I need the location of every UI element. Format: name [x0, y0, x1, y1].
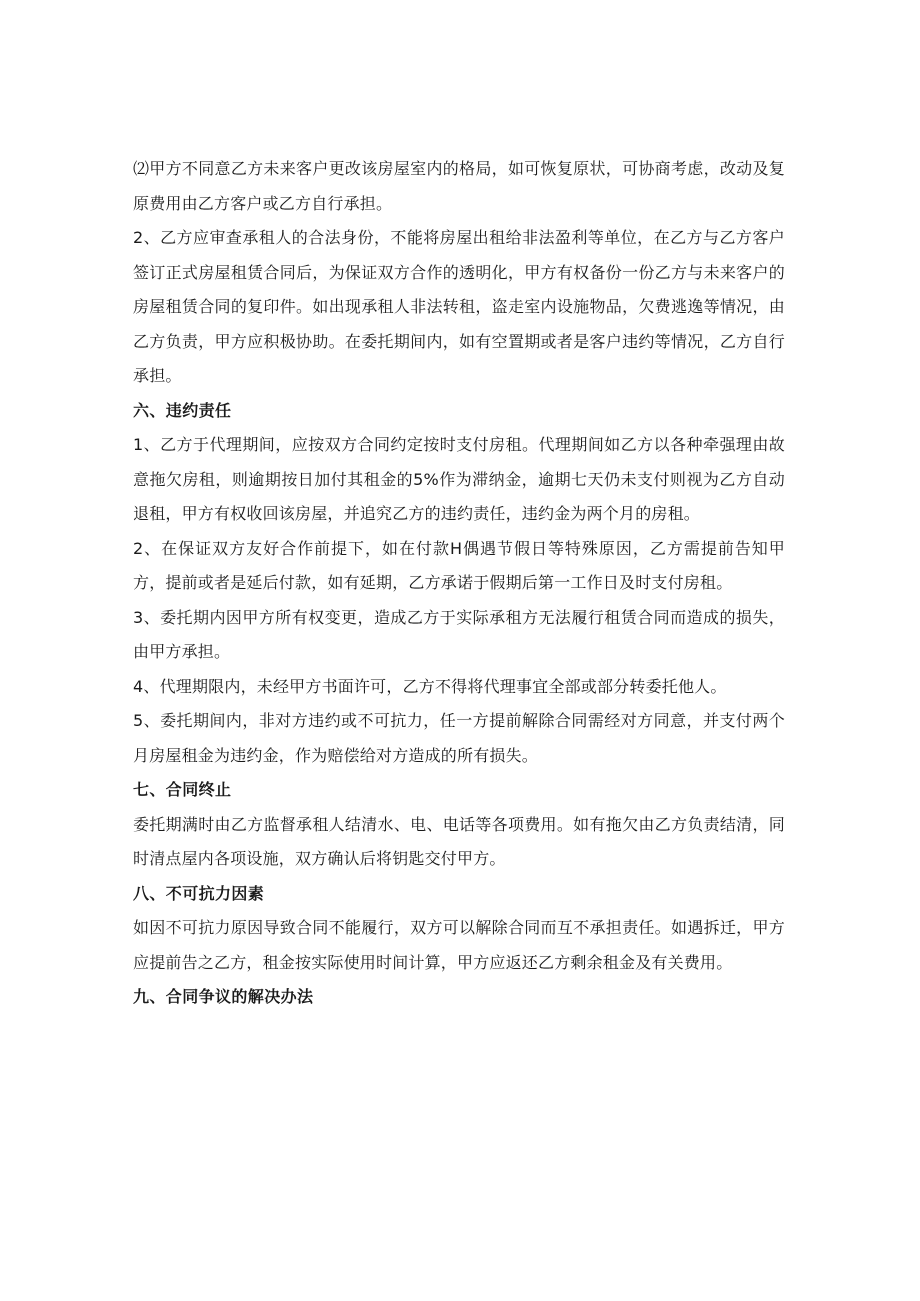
clause-paragraph: 5、委托期间内，非对方违约或不可抗力，任一方提前解除合同需经对方同意，并支付两个月房屋租金为违约金，作为赔偿给对方造成的所有损失。 [133, 711, 785, 765]
clause-paragraph: 1、乙方于代理期间，应按双方合同约定按时支付房租。代理期间如乙方以各种牵强理由故意拖欠房租，则逾期按日加付其租金的5%作为滞纳金，逾期七天仍未支付则视为乙方自动退租，甲方有权收回该房屋，并追究乙方的违约责任，违约金为两个月的房租。 [133, 435, 785, 523]
section-heading: 七、合同终止 [133, 780, 232, 799]
document-body [133, 152, 785, 1015]
clause-paragraph: 3、委托期内因甲方所有权变更，造成乙方于实际承租方无法履行租赁合同而造成的损失，由甲方承担。 [133, 607, 785, 661]
clause-paragraph: 委托期满时由乙方监督承租人结清水、电、电话等各项费用。如有拖欠由乙方负责结清，同时清点屋内各项设施，双方确认后将钥匙交付甲方。 [133, 814, 785, 868]
clause-paragraph: 4、代理期限内，未经甲方书面许可，乙方不得将代理事宜全部或部分转委托他人。 [133, 676, 727, 696]
section-heading: 九、合同争议的解决办法 [133, 987, 314, 1006]
clause-paragraph: 如因不可抗力原因导致合同不能履行，双方可以解除合同而互不承担责任。如遇拆迁，甲方应提前告之乙方，租金按实际使用时间计算，甲方应返还乙方剩余租金及有关费用。 [133, 918, 785, 972]
clause-paragraph: 2、乙方应审查承租人的合法身份，不能将房屋出租给非法盈利等单位，在乙方与乙方客户签订正式房屋租赁合同后，为保证双方合作的透明化，甲方有权备份一份乙方与未来客户的房屋租赁合同的复印件。如出现承租人非法转租，盗走室内设施物品，欠费逃逸等情况，由乙方负责，甲方应积极协助。在委托期间内，如有空置期或者是客户违约等情况，乙方自行承担。 [133, 228, 785, 385]
section-heading: 六、违约责任 [133, 400, 232, 420]
section-heading: 八、不可抗力因素 [133, 883, 265, 903]
clause-paragraph: ⑵甲方不同意乙方未来客户更改该房屋室内的格局，如可恢复原状，可协商考虑，改动及复原费用由乙方客户或乙方自行承担。 [133, 159, 785, 213]
clause-paragraph: 2、在保证双方友好合作前提下，如在付款H偶遇节假日等特殊原因，乙方需提前告知甲方，提前或者是延后付款，如有延期，乙方承诺于假期后第一工作日及时支付房租。 [133, 538, 785, 592]
